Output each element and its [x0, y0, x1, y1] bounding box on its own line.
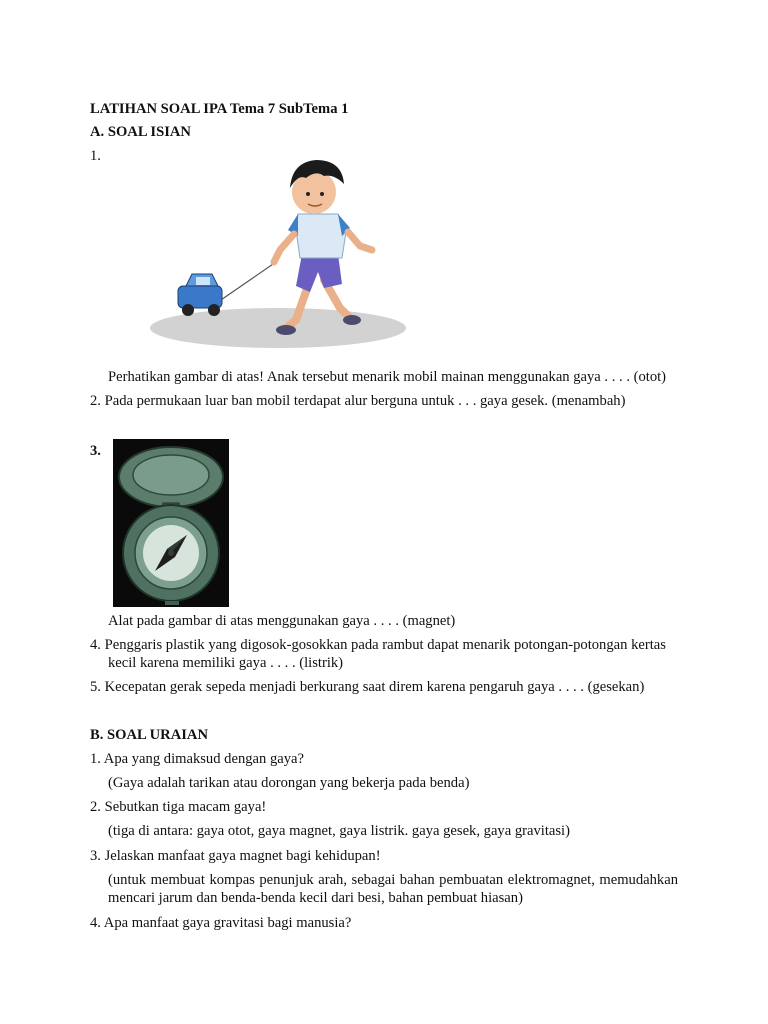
question-2-text: 2. Pada permukaan luar ban mobil terdapat alur berguna untuk . . . gaya gesek. (menambah)	[90, 393, 626, 409]
compass-illustration	[113, 439, 229, 607]
question-5-text: 5. Kecepatan gerak sepeda menjadi berkurang saat direm karena pengaruh gaya . . . . (gesekan)	[90, 679, 645, 695]
essay-question-4: 4. Apa manfaat gaya gravitasi bagi manusia?	[90, 915, 352, 931]
pull-string	[218, 262, 276, 302]
essay-answer-1: (Gaya adalah tarikan atau dorongan yang bekerja pada benda)	[108, 775, 470, 791]
essay-answer-2: (tiga di antara: gaya otot, gaya magnet, gaya listrik. gaya gesek, gaya gravitasi)	[108, 823, 570, 839]
question-4-line-2: kecil karena memiliki gaya . . . . (listrik)	[108, 655, 344, 671]
question-1-text: Perhatikan gambar di atas! Anak tersebut menarik mobil mainan menggunakan gaya . . . . (otot)	[108, 369, 667, 385]
document-title: LATIHAN SOAL IPA Tema 7 SubTema 1	[90, 101, 349, 117]
essay-question-2: 2. Sebutkan tiga macam gaya!	[90, 799, 267, 815]
essay-question-3: 3. Jelaskan manfaat gaya magnet bagi kehidupan!	[90, 848, 381, 864]
question-1-number: 1.	[90, 148, 101, 164]
section-a-heading: A. SOAL ISIAN	[90, 124, 191, 140]
essay-question-1: 1. Apa yang dimaksud dengan gaya?	[90, 751, 304, 767]
question-3-text: Alat pada gambar di atas menggunakan gaya . . . . (magnet)	[108, 613, 456, 629]
question-4-line-1: 4. Penggaris plastik yang digosok-gosokkan pada rambut dapat menarik potongan-potongan kertas	[90, 637, 666, 653]
toy-car	[178, 274, 222, 316]
question-3-number: 3.	[90, 443, 101, 459]
section-b-heading: B. SOAL URAIAN	[90, 727, 208, 743]
boy-pulling-toy-car-illustration	[110, 150, 430, 360]
essay-answer-3: (untuk membuat kompas penunjuk arah, sebagai bahan pembuatan elektromagnet, memudahkan mencari jarum dan benda-benda kecil dari besi, bahan pembuat hiasan)	[108, 872, 678, 906]
